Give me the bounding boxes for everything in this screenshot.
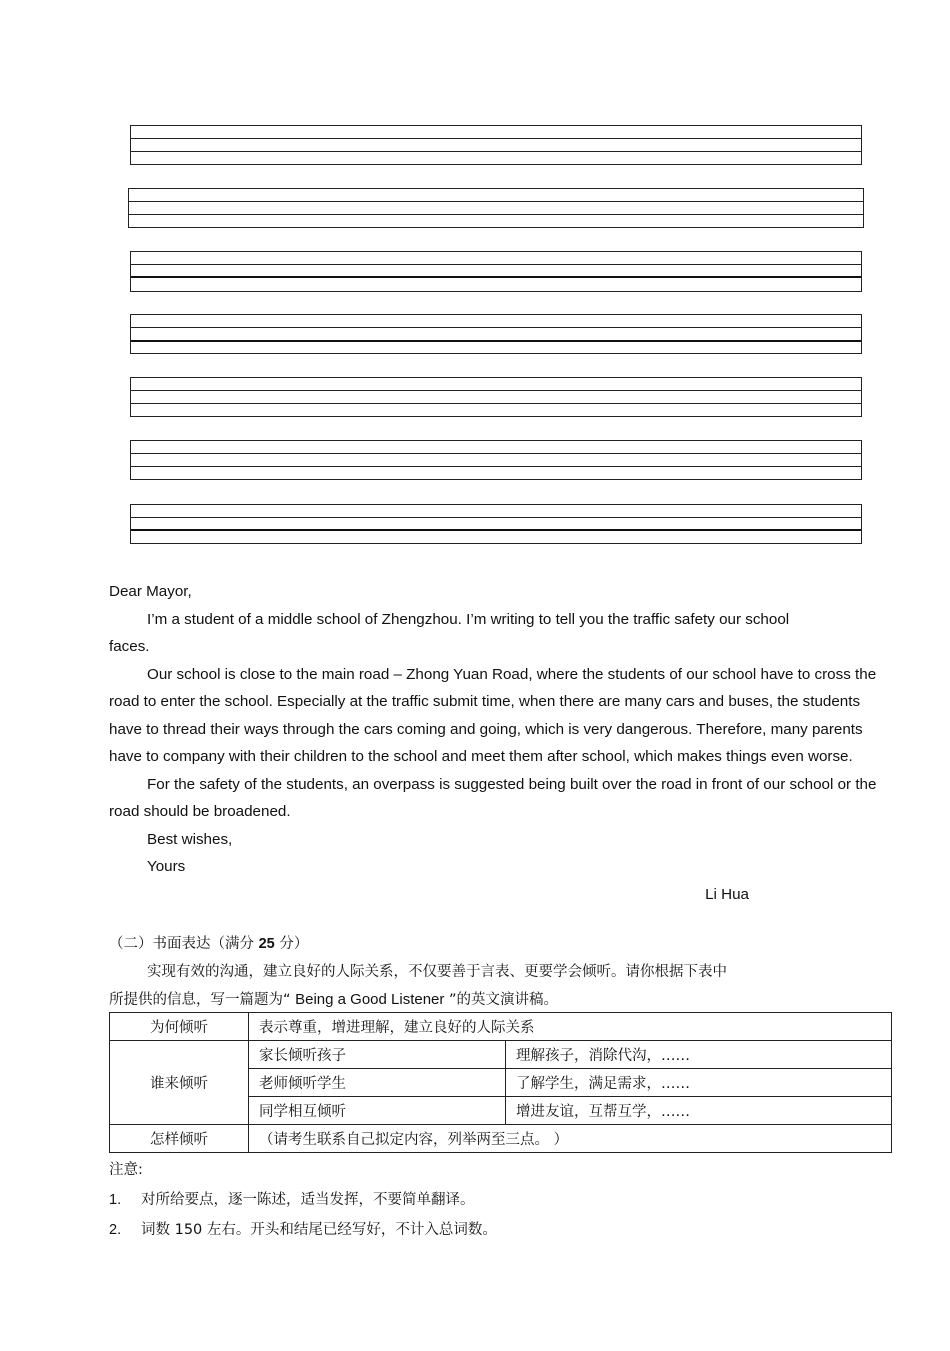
why-value: 表示尊重，增进理解，建立良好的人际关系 bbox=[249, 1013, 892, 1041]
letter-paragraph-3: For the safety of the students, an overpass is suggested being built over the road in front of our school or the road should be broadened. bbox=[109, 775, 877, 820]
letter-paragraph-1-line-2: faces. bbox=[109, 638, 150, 655]
writing-lines-5[interactable] bbox=[130, 377, 862, 417]
note-number: 2. bbox=[109, 1222, 122, 1238]
letter-paragraph-2: Our school is close to the main road – Zhong Yuan Road, where the students of our school have to cross the road to enter the school. Especially at the traffic submit time, when there are many cars and buses, the students have to thread their ways through the cars coming and going, which is very dangerous. Therefore, many parents have to company with their children to the school and meet them after school, which makes things even worse. bbox=[109, 665, 877, 765]
writing-lines-1[interactable] bbox=[130, 125, 862, 165]
info-table bbox=[109, 1012, 892, 1153]
writing-task bbox=[109, 930, 899, 1014]
who-label: 谁来倾听 bbox=[110, 1041, 249, 1125]
writing-lines-7[interactable] bbox=[130, 504, 862, 544]
effect-cell: 增进友谊，互帮互学，…… bbox=[506, 1097, 892, 1125]
section-title-prefix: （二）书面表达（满分 bbox=[109, 936, 259, 952]
note-item bbox=[109, 1215, 899, 1245]
section-title-suffix: 分） bbox=[274, 936, 309, 952]
letter-closing: Best wishes, bbox=[147, 830, 233, 848]
instruction-line-1: 实现有效的沟通，建立良好的人际关系，不仅要善于言表、更要学会倾听。请你根据下表中 bbox=[147, 964, 727, 980]
how-label: 怎样倾听 bbox=[110, 1125, 249, 1153]
instruction-prefix: 所提供的信息，写一篇题为“ bbox=[109, 992, 296, 1008]
who-cell: 家长倾听孩子 bbox=[249, 1041, 506, 1069]
writing-lines-area bbox=[0, 0, 950, 560]
essay-title: Being a Good Listener bbox=[295, 991, 445, 1008]
section-score: 25 bbox=[258, 936, 275, 952]
instruction-suffix: ”的英文演讲稿。 bbox=[444, 992, 559, 1008]
how-value: （请考生联系自己拟定内容，列举两至三点。 ） bbox=[249, 1125, 892, 1153]
sample-letter bbox=[109, 578, 879, 908]
notes bbox=[109, 1155, 899, 1245]
writing-lines-4[interactable] bbox=[130, 314, 862, 354]
note-item bbox=[109, 1185, 899, 1215]
who-cell: 同学相互倾听 bbox=[249, 1097, 506, 1125]
table-row bbox=[110, 1013, 892, 1041]
notes-title: 注意: bbox=[109, 1162, 143, 1178]
writing-lines-6[interactable] bbox=[130, 440, 862, 480]
table-row bbox=[110, 1125, 892, 1153]
letter-yours: Yours bbox=[147, 858, 186, 875]
letter-signature: Li Hua bbox=[705, 885, 749, 903]
note-text: 词数 150 左右。开头和结尾已经写好，不计入总词数。 bbox=[141, 1222, 497, 1238]
instruction-line-2 bbox=[109, 986, 899, 1014]
effect-cell: 理解孩子，消除代沟，…… bbox=[506, 1041, 892, 1069]
writing-lines-3[interactable] bbox=[130, 251, 862, 292]
writing-lines-2[interactable] bbox=[128, 188, 864, 228]
why-label: 为何倾听 bbox=[110, 1013, 249, 1041]
table-row bbox=[110, 1041, 892, 1069]
letter-greeting: Dear Mayor, bbox=[109, 583, 192, 600]
letter-paragraph-1-line-1: I’m a student of a middle school of Zhengzhou. I’m writing to tell you the traffic safety our school bbox=[147, 610, 790, 628]
note-number: 1. bbox=[109, 1192, 122, 1208]
who-cell: 老师倾听学生 bbox=[249, 1069, 506, 1097]
section-title bbox=[109, 930, 899, 958]
note-text: 对所给要点，逐一陈述，适当发挥，不要简单翻译。 bbox=[141, 1192, 475, 1208]
effect-cell: 了解学生，满足需求，…… bbox=[506, 1069, 892, 1097]
